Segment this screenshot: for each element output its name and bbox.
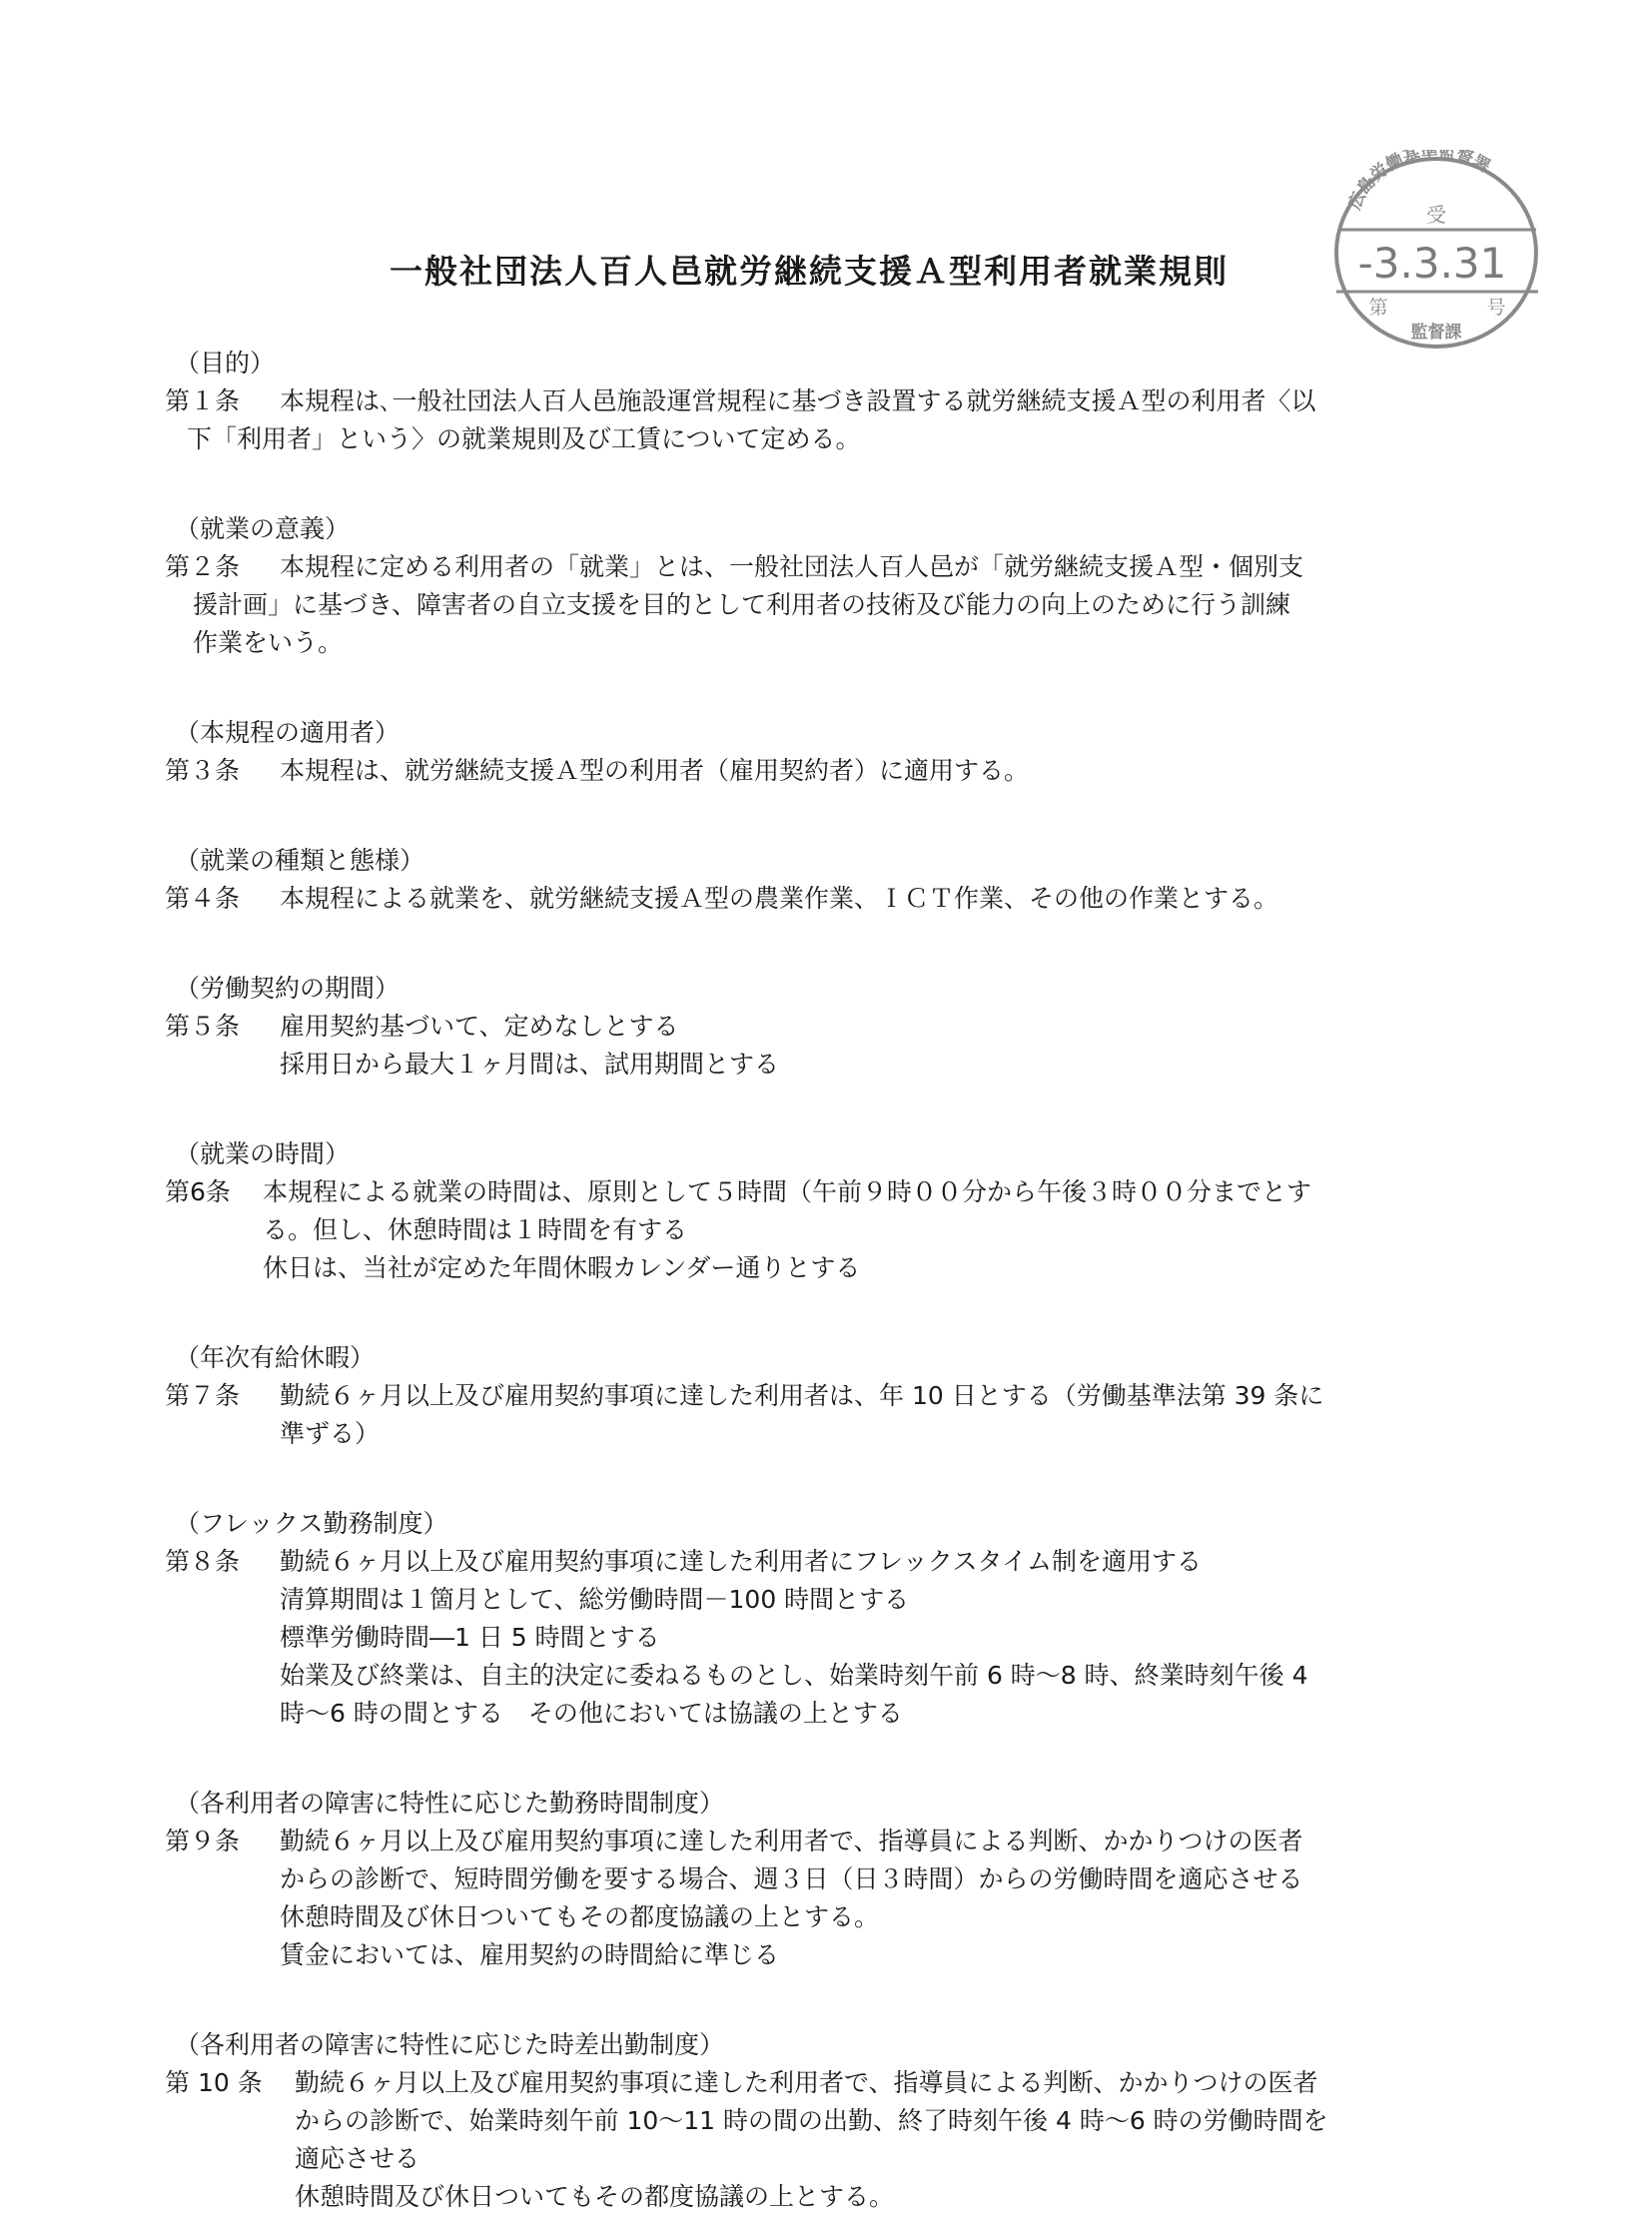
article-1 [165, 345, 1493, 458]
received-stamp-graphic [1316, 150, 1552, 356]
article-heading: （就業の時間） [175, 1139, 351, 1168]
article-heading: （目的） [175, 349, 276, 377]
stamp-date: -3.3.31 [1357, 239, 1507, 288]
article-number: 第 10 条 [165, 2068, 263, 2097]
article-5 [165, 970, 1493, 1084]
received-stamp [1316, 150, 1552, 356]
article-number: 第6条 [165, 1177, 231, 1206]
article-text: 始業及び終業は、自主的決定に委ねるものとし、始業時刻午前 6 時～8 時、終業時刻午後 4 [280, 1661, 1308, 1690]
article-heading: （労働契約の期間） [175, 974, 401, 1003]
svg-text:広島労働基準監督署 [1344, 150, 1494, 213]
document-title: 一般社団法人百人邑就労継続支援Ａ型利用者就業規則 [390, 252, 1229, 291]
article-text: 援計画」に基づき、障害者の自立支援を目的として利用者の技術及び能力の向上のために行う訓練 [193, 590, 1291, 619]
article-text: 勤続６ヶ月以上及び雇用契約事項に達した利用者で、指導員による判断、かかりつけの医者 [280, 1827, 1303, 1855]
article-text: 休日は、当社が定めた年間休暇カレンダー通りとする [263, 1253, 861, 1282]
article-text: 準ずる） [280, 1419, 381, 1448]
article-text: 本規程による就業を、就労継続支援Ａ型の農業作業、ＩＣＴ作業、その他の作業とする。 [280, 884, 1279, 913]
article-text: る。但し、休憩時間は１時間を有する [263, 1215, 688, 1244]
article-text: 本規程は､一般社団法人百人邑施設運営規程に基づき設置する就労継続支援Ａ型の利用者〈以 [280, 386, 1316, 415]
article-text: 本規程に定める利用者の「就業」とは、一般社団法人百人邑が「就労継続支援Ａ型・個別支 [280, 552, 1304, 581]
article-text: 勤続６ヶ月以上及び雇用契約事項に達した利用者は、年 10 日とする（労働基準法第 39 条に [280, 1381, 1324, 1410]
stamp-ring-text: 広島労働基準監督署 [1344, 150, 1494, 213]
article-number: 第７条 [165, 1381, 241, 1410]
stamp-office: 監督課 [1410, 323, 1462, 343]
article-number: 第５条 [165, 1012, 241, 1041]
article-text: 下「利用者」という〉の就業規則及び工賃について定める。 [187, 424, 861, 453]
article-6 [165, 1135, 1493, 1287]
article-number: 第４条 [165, 884, 241, 913]
article-heading: （就業の意義） [175, 514, 351, 543]
article-3 [165, 714, 1493, 790]
article-8 [165, 1505, 1493, 1733]
article-text: 雇用契約基づいて、定めなしとする [280, 1012, 679, 1041]
article-2 [165, 510, 1493, 662]
article-heading: （各利用者の障害に特性に応じた勤務時間制度） [175, 1789, 725, 1818]
article-text: 休憩時間及び休日ついてもその都度協議の上とする。 [280, 1902, 880, 1931]
article-heading: （本規程の適用者） [175, 718, 401, 747]
article-number: 第９条 [165, 1827, 241, 1855]
article-4 [165, 842, 1493, 918]
article-number: 第１条 [165, 386, 241, 415]
article-text: 作業をいう。 [193, 628, 344, 657]
article-number: 第２条 [165, 552, 241, 581]
article-text: 適応させる [295, 2144, 420, 2173]
article-text: 勤続６ヶ月以上及び雇用契約事項に達した利用者で、指導員による判断、かかりつけの医者 [295, 2068, 1318, 2097]
regulation-body [165, 345, 1493, 2216]
article-heading: （年次有給休暇） [175, 1343, 376, 1372]
article-7 [165, 1339, 1493, 1453]
stamp-number-left: 第 [1368, 297, 1388, 319]
stamp-received: 受 [1426, 203, 1446, 227]
article-heading: （フレックス勤務制度） [175, 1509, 448, 1538]
article-heading: （各利用者の障害に特性に応じた時差出勤制度） [175, 2030, 725, 2059]
article-text: からの診断で、始業時刻午前 10～11 時の間の出勤、終了時刻午後 4 時～6 時の労働時間を [295, 2106, 1328, 2135]
article-9 [165, 1785, 1493, 1974]
article-10 [165, 2026, 1493, 2216]
article-text: 標準労働時間―1 日 5 時間とする [280, 1623, 660, 1652]
article-text: 清算期間は１箇月として、総労働時間－100 時間とする [280, 1585, 910, 1614]
article-heading: （就業の種類と態様） [175, 846, 425, 875]
article-text: 本規程による就業の時間は、原則として５時間（午前９時００分から午後３時００分までとす [263, 1177, 1312, 1206]
article-number: 第８条 [165, 1547, 241, 1576]
article-text: 本規程は、就労継続支援Ａ型の利用者（雇用契約者）に適用する。 [280, 756, 1030, 785]
article-number: 第３条 [165, 756, 241, 785]
stamp-number-right: 号 [1486, 297, 1506, 319]
article-text: 賃金においては、雇用契約の時間給に準じる [280, 1940, 780, 1969]
article-text: 採用日から最大１ヶ月間は、試用期間とする [280, 1050, 780, 1079]
article-text: 時～6 時の間とする その他においては協議の上とする [280, 1699, 903, 1728]
article-text: 勤続６ヶ月以上及び雇用契約事項に達した利用者にフレックスタイム制を適用する [280, 1547, 1203, 1576]
article-text: 休憩時間及び休日ついてもその都度協議の上とする。 [295, 2182, 895, 2211]
article-text: からの診断で、短時間労働を要する場合、週３日（日３時間）からの労働時間を適応させる [280, 1864, 1303, 1893]
